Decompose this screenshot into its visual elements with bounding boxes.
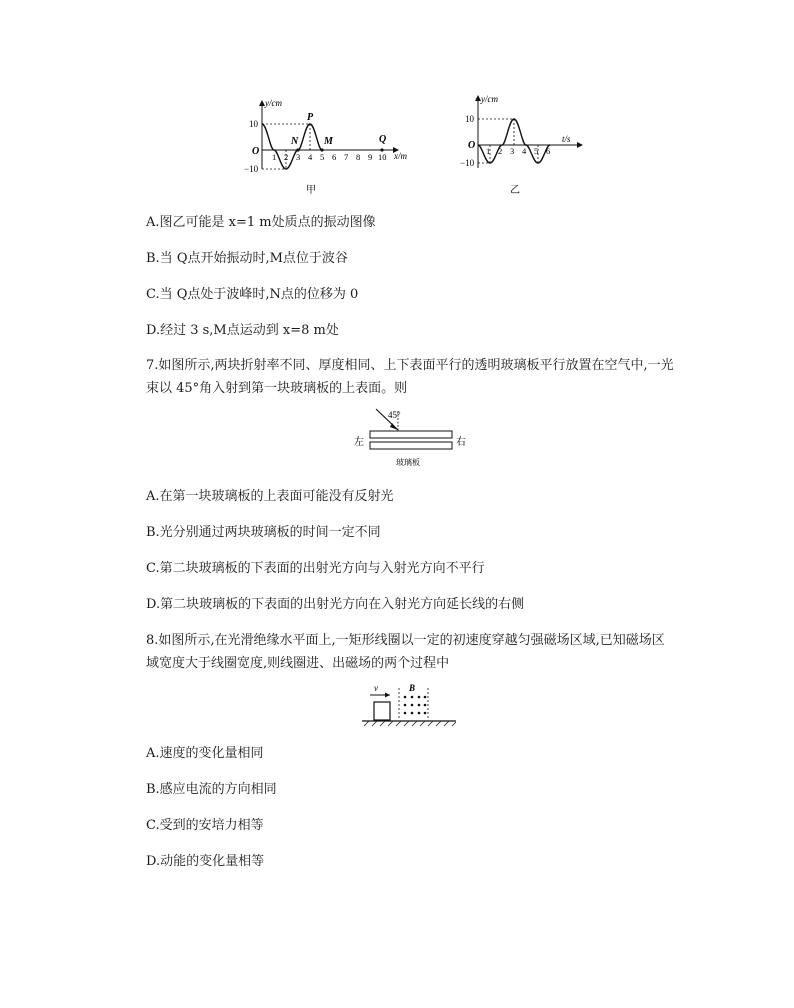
wave-point-p: P: [307, 112, 314, 123]
field-b-label: B: [409, 683, 416, 693]
magnetic-field-figure: [360, 680, 460, 732]
q8-stem-line2: 域宽度大于线圈宽度,则线圈进、出磁场的两个过程中: [146, 656, 450, 671]
wave-10-label: 10: [249, 119, 258, 129]
wave-caption: 甲: [306, 185, 316, 196]
q7-option-b: B.光分别通过两块玻璃板的时间一定不同: [146, 525, 381, 540]
ground-hatch: [364, 721, 456, 726]
wave-tick: 10: [378, 152, 387, 162]
glass-caption: 玻璃板: [396, 458, 420, 467]
coil: [374, 702, 390, 720]
wave-tick: 6: [332, 152, 337, 162]
vib-tick: 6: [546, 146, 551, 156]
wave-tick: 9: [368, 152, 373, 162]
wave-point-m: M: [324, 136, 333, 147]
q6-option-a: A.图乙可能是 x=1 m处质点的振动图像: [146, 215, 376, 230]
wave-y-label: y/cm: [265, 98, 282, 108]
vib-tick: 5: [534, 146, 539, 156]
vib-tick: 4: [522, 146, 527, 156]
wave-tick: 8: [356, 152, 361, 162]
wave-tick: 4: [308, 152, 313, 162]
wave-tick: 2: [284, 152, 289, 162]
field-dots: [404, 696, 427, 715]
vib-10-label: 10: [465, 114, 474, 124]
q8-option-b: B.感应电流的方向相同: [146, 782, 277, 797]
wave-ticks: [272, 152, 387, 162]
vib-t-label: t/s: [562, 134, 571, 144]
label-left: 左: [354, 437, 364, 448]
glass-plate-1: [370, 431, 452, 438]
wave-tick: 1: [272, 152, 277, 162]
wave-tick: 5: [320, 152, 325, 162]
vib-y-label: y/cm: [481, 94, 498, 104]
wave-origin-label: O: [252, 146, 260, 157]
q6-option-b: B.当 Q点开始振动时,M点位于波谷: [146, 251, 348, 266]
wave-figure: [240, 94, 420, 199]
q7-stem-line1: 7.如图所示,两块折射率不同、厚度相同、上下表面平行的透明玻璃板平行放置在空气中,一光: [146, 358, 674, 373]
vib-tick: 3: [510, 146, 515, 156]
vib-neg10-label: −10: [460, 158, 475, 168]
wave-x-label: x/m: [394, 151, 407, 161]
wave-tick: 7: [344, 152, 349, 162]
glass-plate-2: [370, 442, 452, 449]
label-right: 右: [456, 437, 466, 448]
q8-stem-line1: 8.如图所示,在光滑绝缘水平面上,一矩形线圈以一定的初速度穿越匀强磁场区域,已知磁场区: [146, 633, 665, 648]
vib-tick: 2: [498, 146, 503, 156]
q7-option-c: C.第二块玻璃板的下表面的出射光方向与入射光方向不平行: [146, 561, 485, 576]
wave-point-q: Q: [379, 134, 387, 145]
wave-point-n: N: [291, 136, 299, 147]
velocity-label: v: [374, 683, 378, 693]
angle-label: 45°: [388, 410, 401, 420]
q8-option-d: D.动能的变化量相等: [146, 854, 265, 869]
q8-option-c: C.受到的安培力相等: [146, 818, 264, 833]
q7-option-d: D.第二块玻璃板的下表面的出射光方向在入射光方向延长线的右侧: [146, 597, 525, 612]
wave-neg10-label: −10: [244, 164, 259, 174]
q7-stem-line2: 束以 45°角入射到第一块玻璃板的上表面。则: [146, 381, 408, 396]
vibration-figure: [456, 90, 596, 200]
wave-tick: 3: [296, 152, 301, 162]
q6-option-d: D.经过 3 s,M点运动到 x=8 m处: [146, 323, 339, 338]
glass-plates-figure: [340, 405, 470, 473]
vib-tick: 1: [486, 146, 491, 156]
vib-origin-label: O: [468, 140, 476, 151]
q7-option-a: A.在第一块玻璃板的上表面可能没有反射光: [146, 489, 394, 504]
q8-option-a: A.速度的变化量相同: [146, 746, 264, 761]
q6-option-c: C.当 Q点处于波峰时,N点的位移为 0: [146, 287, 359, 302]
vib-caption: 乙: [510, 185, 520, 196]
